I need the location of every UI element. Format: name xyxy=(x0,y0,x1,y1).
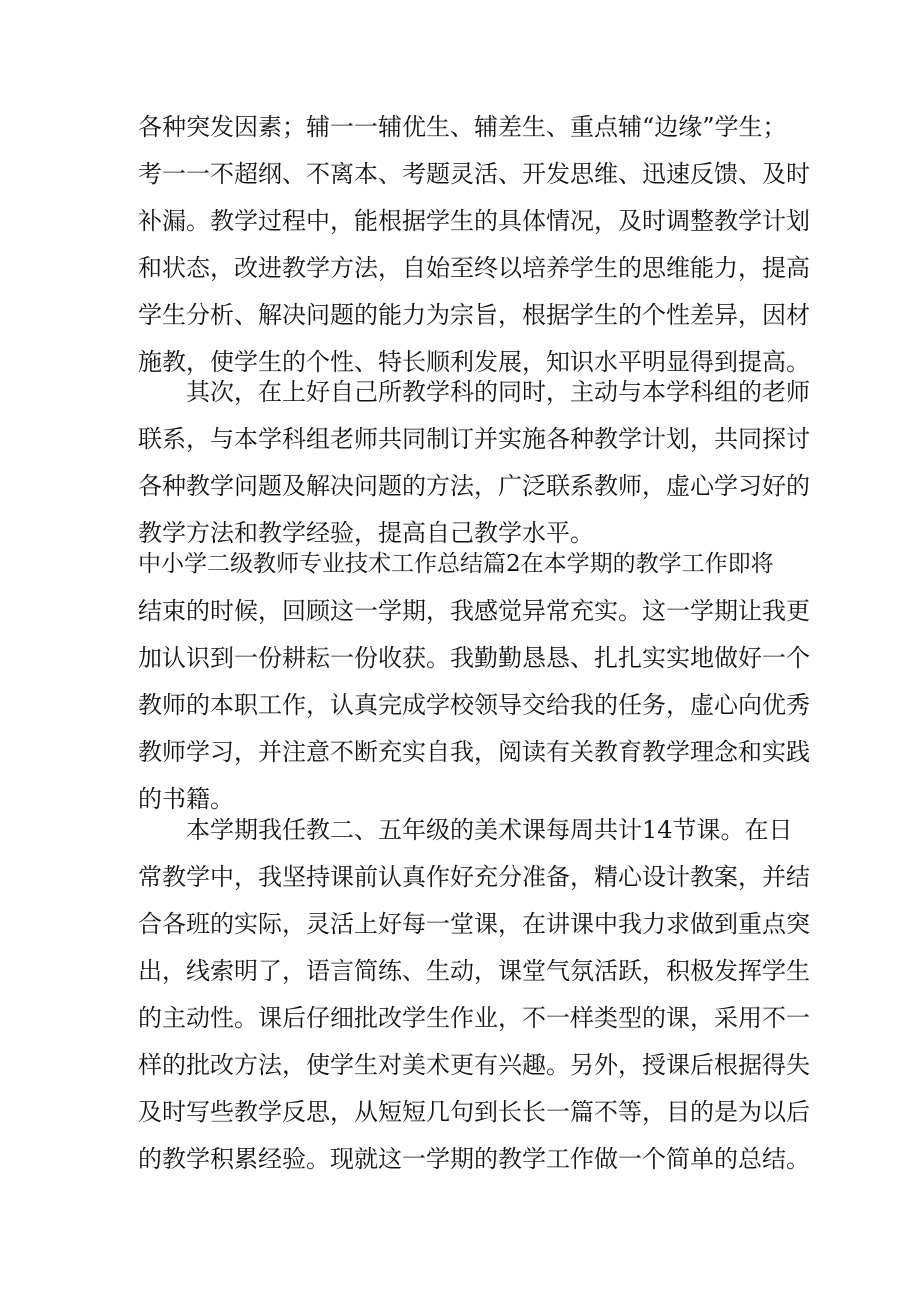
text-line: 各种教学问题及解决问题的方法，广泛联系教师，虚心学习好的 xyxy=(138,472,810,500)
paragraph-first-line: 本学期我任教二、五年级的美术课每周共计14节课。在日 xyxy=(186,816,793,844)
text-line: 教学方法和教学经验，提高自己教学水平。 xyxy=(138,519,594,547)
text-line: 考一一不超纲、不离本、考题灵活、开发思维、迅速反馈、及时 xyxy=(138,160,810,188)
text-line: 结束的时候，回顾这一学期，我感觉异常充实。这一学期让我更 xyxy=(138,597,810,625)
text-line: 施教，使学生的个性、特长顺利发展，知识水平明显得到提高。 xyxy=(138,348,810,376)
text-line: 的书籍。 xyxy=(138,785,234,813)
text-line: 教师学习，并注意不断充实自我，阅读有关教育教学理念和实践 xyxy=(138,738,810,766)
text-line: 的教学积累经验。现就这一学期的教学工作做一个简单的总结。 xyxy=(138,1145,810,1173)
section-heading-line: 中小学二级教师专业技术工作总结篇2在本学期的教学工作即将 xyxy=(138,551,774,577)
text-line: 的主动性。课后仔细批改学生作业，不一样类型的课，采用不一 xyxy=(138,1004,810,1032)
paragraph-first-line: 其次，在上好自己所教学科的同时，主动与本学科组的老师 xyxy=(186,378,810,406)
text-line: 教师的本职工作，认真完成学校领导交给我的任务，虚心向优秀 xyxy=(138,691,810,719)
text-line: 样的批改方法，使学生对美术更有兴趣。另外，授课后根据得失 xyxy=(138,1051,810,1079)
text-line: 和状态，改进教学方法，自始至终以培养学生的思维能力，提高 xyxy=(138,254,810,282)
text-line: 加认识到一份耕耘一份收获。我勤勤恳恳、扎扎实实地做好一个 xyxy=(138,644,810,672)
text-line: 联系，与本学科组老师共同制订并实施各种教学计划，共同探讨 xyxy=(138,425,810,453)
text-line: 出，线索明了，语言简练、生动，课堂气氛活跃，积极发挥学生 xyxy=(138,957,810,985)
text-line: 学生分析、解决问题的能力为宗旨，根据学生的个性差异，因材 xyxy=(138,301,810,329)
text-line: 合各班的实际，灵活上好每一堂课，在讲课中我力求做到重点突 xyxy=(138,910,810,938)
text-line: 及时写些教学反思，从短短几句到长长一篇不等，目的是为以后 xyxy=(138,1098,810,1126)
text-line: 各种突发因素；辅一一辅优生、辅差生、重点辅“边缘”学生； xyxy=(138,113,787,141)
text-line: 补漏。教学过程中，能根据学生的具体情况，及时调整教学计划 xyxy=(138,207,810,235)
text-line: 常教学中，我坚持课前认真作好充分准备，精心设计教案，并结 xyxy=(138,863,810,891)
